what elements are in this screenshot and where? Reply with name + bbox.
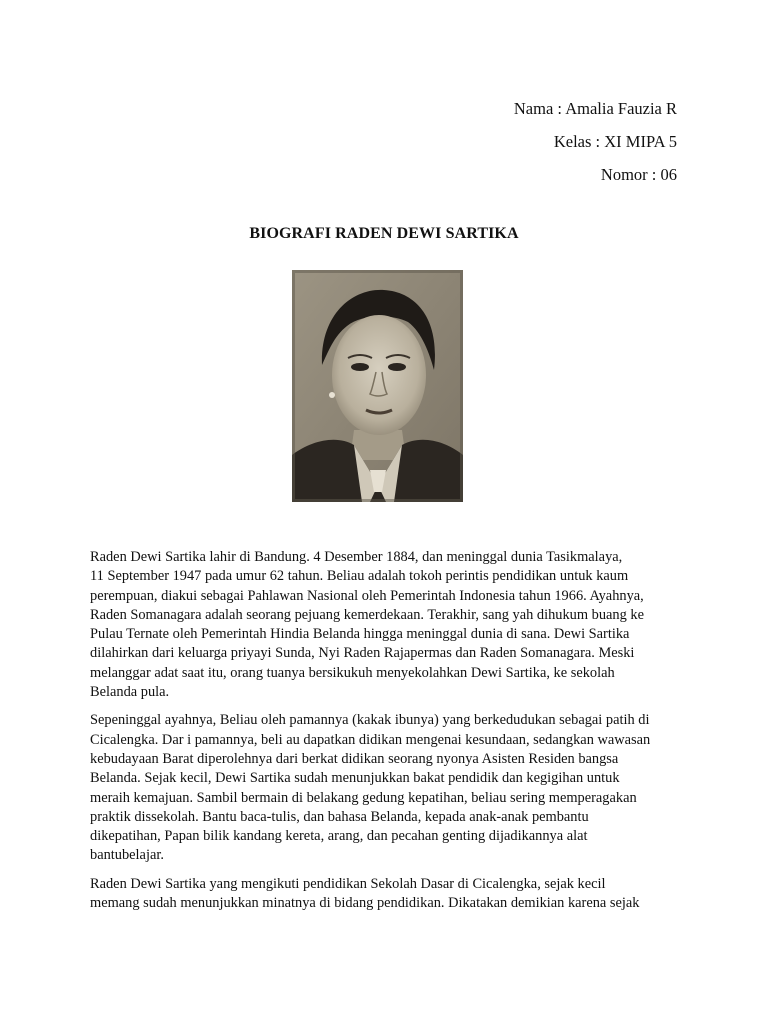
- student-name: Nama : Amalia Fauzia R: [513, 99, 677, 118]
- student-class: Kelas : XI MIPA 5: [553, 132, 677, 151]
- paragraph: Sepeninggal ayahnya, Beliau oleh pamannya (kakak ibunya) yang berkedudukan sebagai patih di Cicalengka. Dar i pamannya, beli au dapatkan didikan mengenai kesundaan, sedangkan wawasan kebudayaan Barat diperolehnya dari berkat didikan seorang nyonya Asisten Residen bangsa Belanda. Sejak kecil, Dewi Sartika sudah menunjukkan bakat pendidik dan kegigihan untuk meraih kemajuan. Sambil bermain di belakang gedung kepatihan, beliau sering memperagakan praktik dissekolah. Bantu baca-tulis, dan bahasa Belanda, kepada anak-anak pembantu dikepatihan, Papan bilik kandang kereta, arang, dan pecahan genting dijadikannya alat bantubelajar.: [90, 712, 651, 864]
- document-title: BIOGRAFI RADEN DEWI SARTIKA: [249, 225, 519, 242]
- student-info: [514, 92, 677, 191]
- portrait-photo: [292, 270, 463, 502]
- paragraph: Raden Dewi Sartika yang mengikuti pendidikan Sekolah Dasar di Cicalengka, sejak kecil memang sudah menunjukkan minatnya di bidang pendidikan. Dikatakan demikian karena sejak: [90, 875, 640, 912]
- paragraph: Raden Dewi Sartika lahir di Bandung. 4 Desember 1884, dan meninggal dunia Tasikmalaya, 11 September 1947 pada umur 62 tahun. Beliau adalah tokoh perintis pendidikan untuk kaum perempuan, diakui sebagai Pahlawan Nasional oleh Pemerintah Indonesia tahun 1966. Ayahnya, Raden Somanagara adalah seorang pejuang kemerdekaan. Terakhir, sang yah dihukum buang ke Pulau Ternate oleh Pemerintah Hindia Belanda hingga meninggal dunia di sana. Dewi Sartika dilahirkan dari keluarga priyayi Sunda, Nyi Raden Rajapermas dan Raden Somanagara. Meski melanggar adat saat itu, orang tuanya bersikukuh menyekolahkan Dewi Sartika, ke sekolah Belanda pula.: [90, 549, 644, 701]
- student-number: Nomor : 06: [600, 165, 677, 184]
- biography-body: [90, 548, 680, 922]
